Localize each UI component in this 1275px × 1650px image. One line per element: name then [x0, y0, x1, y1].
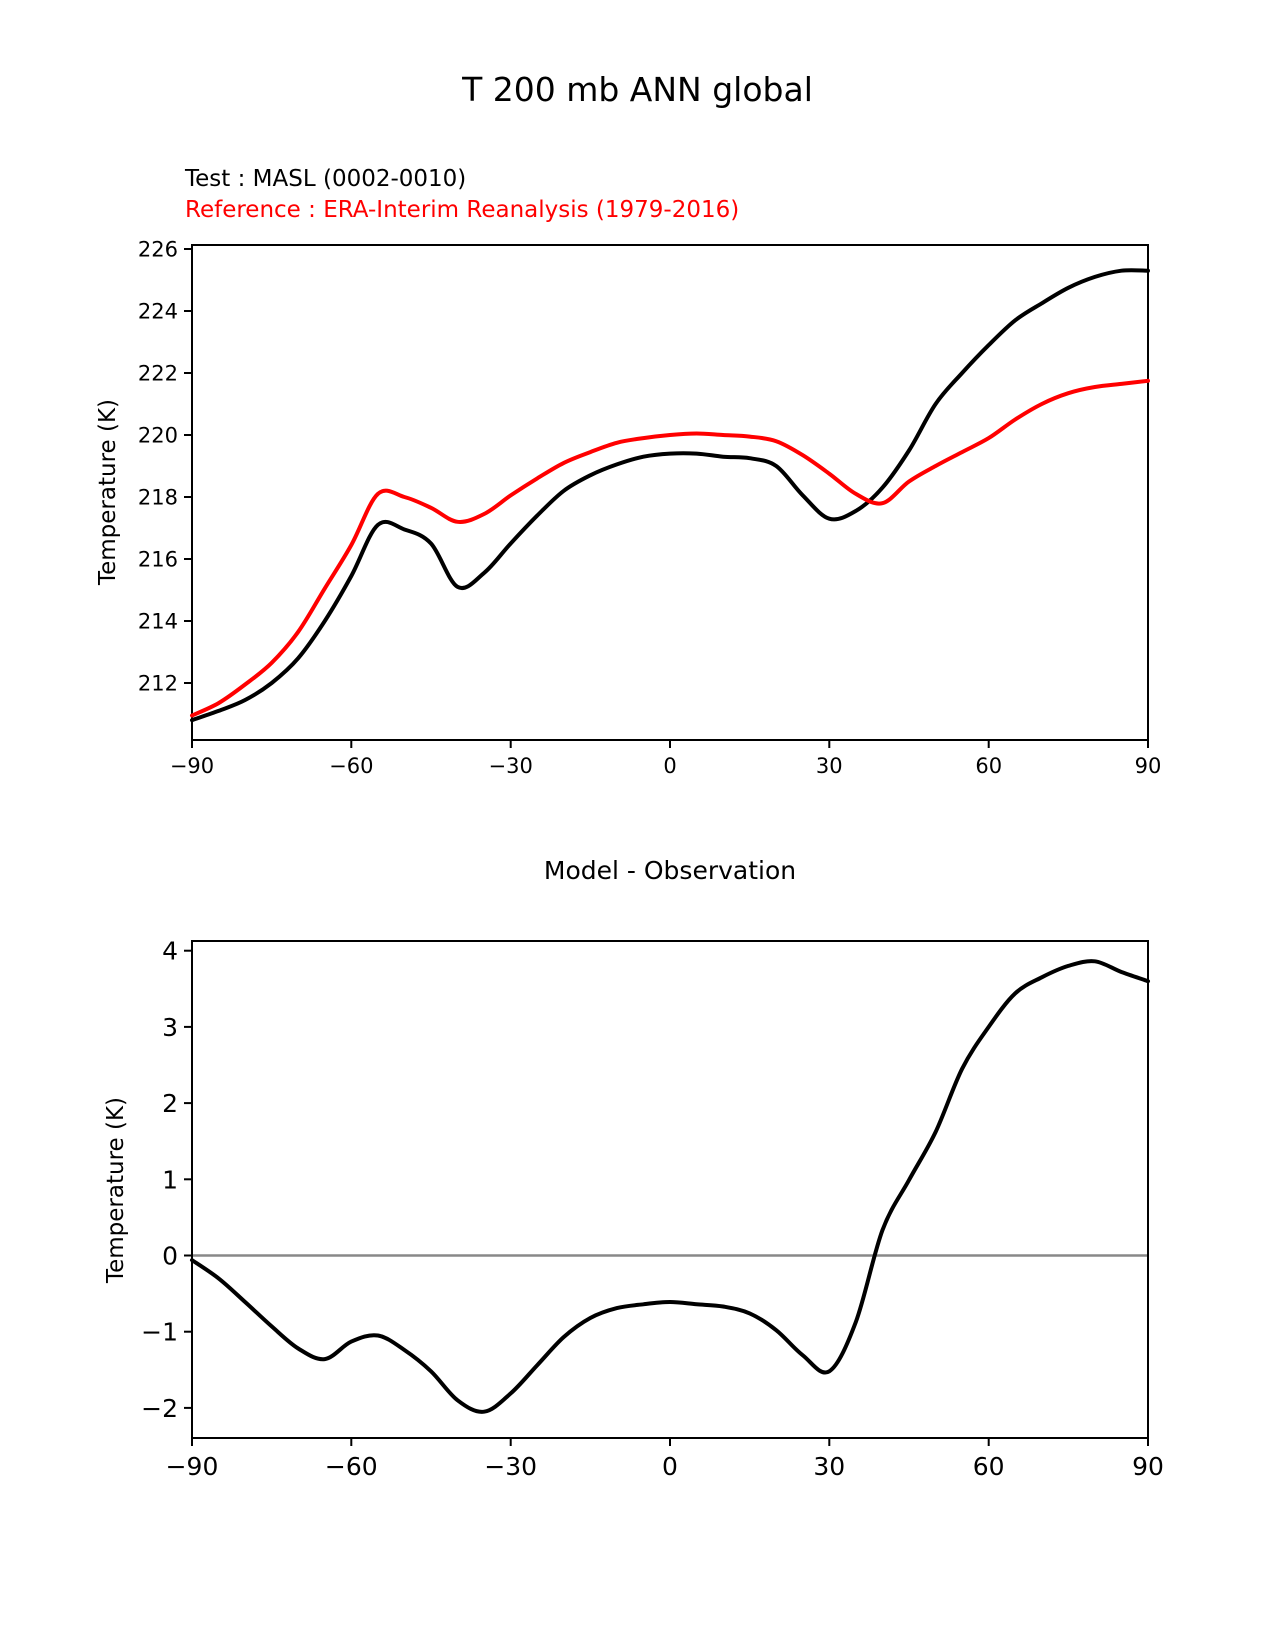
y-tick-label: 2 — [162, 1089, 178, 1119]
x-tick-label: 60 — [975, 754, 1003, 778]
y-tick-label: 224 — [137, 299, 178, 324]
x-tick-label: 0 — [663, 754, 677, 778]
x-tick-label: −90 — [169, 754, 215, 778]
y-tick-label: −1 — [141, 1317, 178, 1347]
y-tick-label: 220 — [137, 423, 178, 448]
top-plot — [138, 238, 1161, 778]
x-tick-label: 90 — [1134, 754, 1162, 778]
diff-plot-title: Model - Observation — [543, 856, 797, 885]
legend-reference-label: Reference : ERA-Interim Reanalysis (1979-2016) — [185, 197, 740, 223]
reference-series-line — [192, 381, 1148, 716]
y-tick-label: 212 — [137, 671, 178, 696]
x-tick-label: 90 — [1132, 1452, 1164, 1481]
y-tick-label: 214 — [137, 609, 178, 634]
plot-border — [192, 245, 1148, 740]
diff-plot — [141, 937, 1164, 1481]
figure-title: T 200 mb ANN global — [462, 70, 813, 109]
y-tick-label: 226 — [137, 237, 178, 262]
y-tick-label: 0 — [162, 1241, 178, 1271]
x-tick-label: −90 — [165, 1452, 219, 1481]
diff-series-line — [192, 961, 1148, 1412]
test-series-line — [192, 270, 1148, 720]
bottom-plot-ylabel: Temperature (K) — [103, 1096, 129, 1284]
y-tick-label: 4 — [162, 936, 178, 966]
x-tick-label: 30 — [813, 1452, 846, 1481]
plot-border — [192, 941, 1148, 1438]
x-tick-label: −30 — [484, 1452, 538, 1481]
y-tick-label: 1 — [162, 1165, 178, 1195]
top-plot-ylabel: Temperature (K) — [95, 398, 121, 586]
y-tick-label: −2 — [141, 1393, 178, 1423]
x-tick-label: −60 — [324, 1452, 378, 1481]
legend-test-label: Test : MASL (0002-0010) — [185, 166, 467, 192]
x-tick-label: 30 — [815, 754, 843, 778]
y-tick-label: 218 — [137, 485, 178, 510]
y-tick-label: 216 — [137, 547, 178, 572]
x-tick-label: 0 — [662, 1452, 678, 1481]
x-tick-label: −60 — [329, 754, 374, 778]
x-tick-label: 60 — [972, 1452, 1005, 1481]
y-tick-label: 3 — [162, 1012, 178, 1042]
x-tick-label: −30 — [488, 754, 533, 778]
y-tick-label: 222 — [137, 361, 178, 386]
